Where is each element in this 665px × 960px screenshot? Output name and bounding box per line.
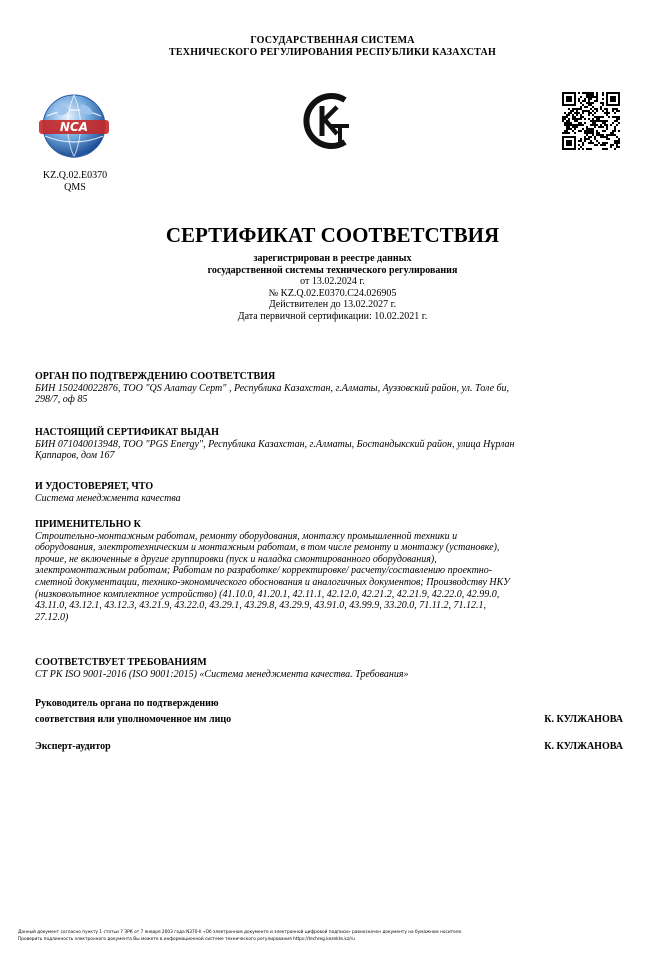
- registration-block: [33, 170, 117, 194]
- valid-until: Действителен до 13.02.2027 г.: [268, 299, 397, 311]
- conformity-mark-logo: [295, 86, 365, 156]
- section-text: Строительно-монтажным работам, ремонту оборудования, монтажу промышленной техники и: [35, 530, 458, 542]
- signature-auditor-name: К. КУЛЖАНОВА: [544, 741, 623, 752]
- section-text: 43.11.0, 43.12.1, 43.12.3, 43.21.9, 43.22.0, 43.29.1, 43.29.8, 43.29.9, 43.91.0, 43.99.9, 33.20.0, 71.11.2, 71.12.1,: [35, 600, 487, 612]
- registration-type: QMS: [64, 182, 86, 193]
- section-text: 298/7, оф 85: [35, 394, 88, 406]
- nca-logo: [33, 86, 115, 168]
- section-text: Система менеджмента качества: [35, 492, 181, 504]
- section-text: БИН 071040013948, ТОО "PGS Energy", Республика Казахстан, г.Алматы, Бостандыкский район, улица Нұрлан: [35, 438, 515, 450]
- signature-auditor-label: Эксперт-аудитор: [35, 741, 111, 752]
- registered-line-1: зарегистрирован в реестре данных: [253, 253, 412, 264]
- signature-auditor: [35, 739, 623, 755]
- section-text: прочие, не включенные в другие группировки (пуск и наладка смонтированного оборудования),: [35, 553, 437, 565]
- signature-head: [35, 696, 623, 728]
- footer-line-1: Данный документ согласно пункту 1 статьи 7 ЗРК от 7 января 2003 года N370-II «Об электронном документе и электронной цифровой подписи» равнозначен документу на бумажном носителе.: [18, 930, 463, 935]
- section-text: оборудования, электротехническим и монтажным работам, в том числе ремонту и монтажу (установке),: [35, 542, 500, 554]
- footer-line-2: Проверить подлинность электронного документа Вы можете в информационной системе технического регулирования https://techreg.kezekte.kz/ru: [18, 937, 356, 942]
- section-requirements: [35, 657, 630, 680]
- certificate-number: № KZ.Q.02.E0370.C24.026905: [268, 287, 397, 299]
- legal-footer: [18, 929, 658, 943]
- section-heading: И УДОСТОВЕРЯЕТ, ЧТО: [35, 481, 154, 492]
- section-text: СТ РК ISO 9001-2016 (ISO 9001:2015) «Система менеджмента качества. Требования»: [35, 668, 409, 680]
- header-line-2: ТЕХНИЧЕСКОГО РЕГУЛИРОВАНИЯ РЕСПУБЛИКИ КАЗАХСТАН: [169, 47, 496, 58]
- section-issued-to: [35, 427, 630, 462]
- header-line-1: ГОСУДАРСТВЕННАЯ СИСТЕМА: [250, 35, 415, 46]
- certificate-details: [0, 253, 665, 323]
- signature-head-title-1: Руководитель органа по подтверждению: [35, 698, 219, 709]
- qr-code: [562, 92, 620, 150]
- section-text: БИН 150240022876, ТОО "QS Алатау Серт" , Республика Казахстан, г.Алматы, Ауэзовский район, ул. Толе би,: [35, 382, 510, 394]
- svg-text:NCA: NCA: [59, 120, 89, 134]
- first-cert-date: Дата первичной сертификации: 10.02.2021 г.: [237, 310, 428, 322]
- section-text: электромонтажным работам; Работам по разработке/ корректировке/ расчету/составлению проектно-: [35, 565, 493, 577]
- section-text: (низковольтное комплектное устройство) (41.10.0, 41.20.1, 42.11.1, 42.12.0, 42.21.2, 42.21.9, 42.22.0, 42.99.0,: [35, 588, 500, 600]
- section-text: 27.12.0): [35, 611, 69, 623]
- registration-code: KZ.Q.02.E0370: [42, 170, 108, 181]
- signature-head-title-2: соответствия или уполномоченное им лицо: [35, 714, 232, 725]
- certificate-title: СЕРТИФИКАТ СООТВЕТСТВИЯ: [165, 223, 500, 247]
- registered-line-2: государственной системы технического регулирования: [207, 264, 458, 276]
- section-heading: ОРГАН ПО ПОДТВЕРЖДЕНИЮ СООТВЕТСТВИЯ: [35, 371, 276, 382]
- section-heading: СООТВЕТСТВУЕТ ТРЕБОВАНИЯМ: [35, 657, 207, 668]
- section-text: Қаппаров, дом 167: [35, 450, 115, 462]
- signature-head-name: К. КУЛЖАНОВА: [544, 714, 623, 725]
- issue-date: от 13.02.2024 г.: [300, 276, 365, 288]
- section-heading: ПРИМЕНИТЕЛЬНО К: [35, 519, 141, 530]
- section-certification-body: [35, 371, 630, 406]
- section-certifies: [35, 481, 630, 504]
- section-heading: НАСТОЯЩИЙ СЕРТИФИКАТ ВЫДАН: [35, 427, 219, 438]
- page-header: [0, 35, 665, 59]
- section-text: сметной документации, технико-экономического обоснования и аналогичных документов; Производству НКУ: [35, 576, 510, 588]
- section-applicable-to: [35, 519, 630, 623]
